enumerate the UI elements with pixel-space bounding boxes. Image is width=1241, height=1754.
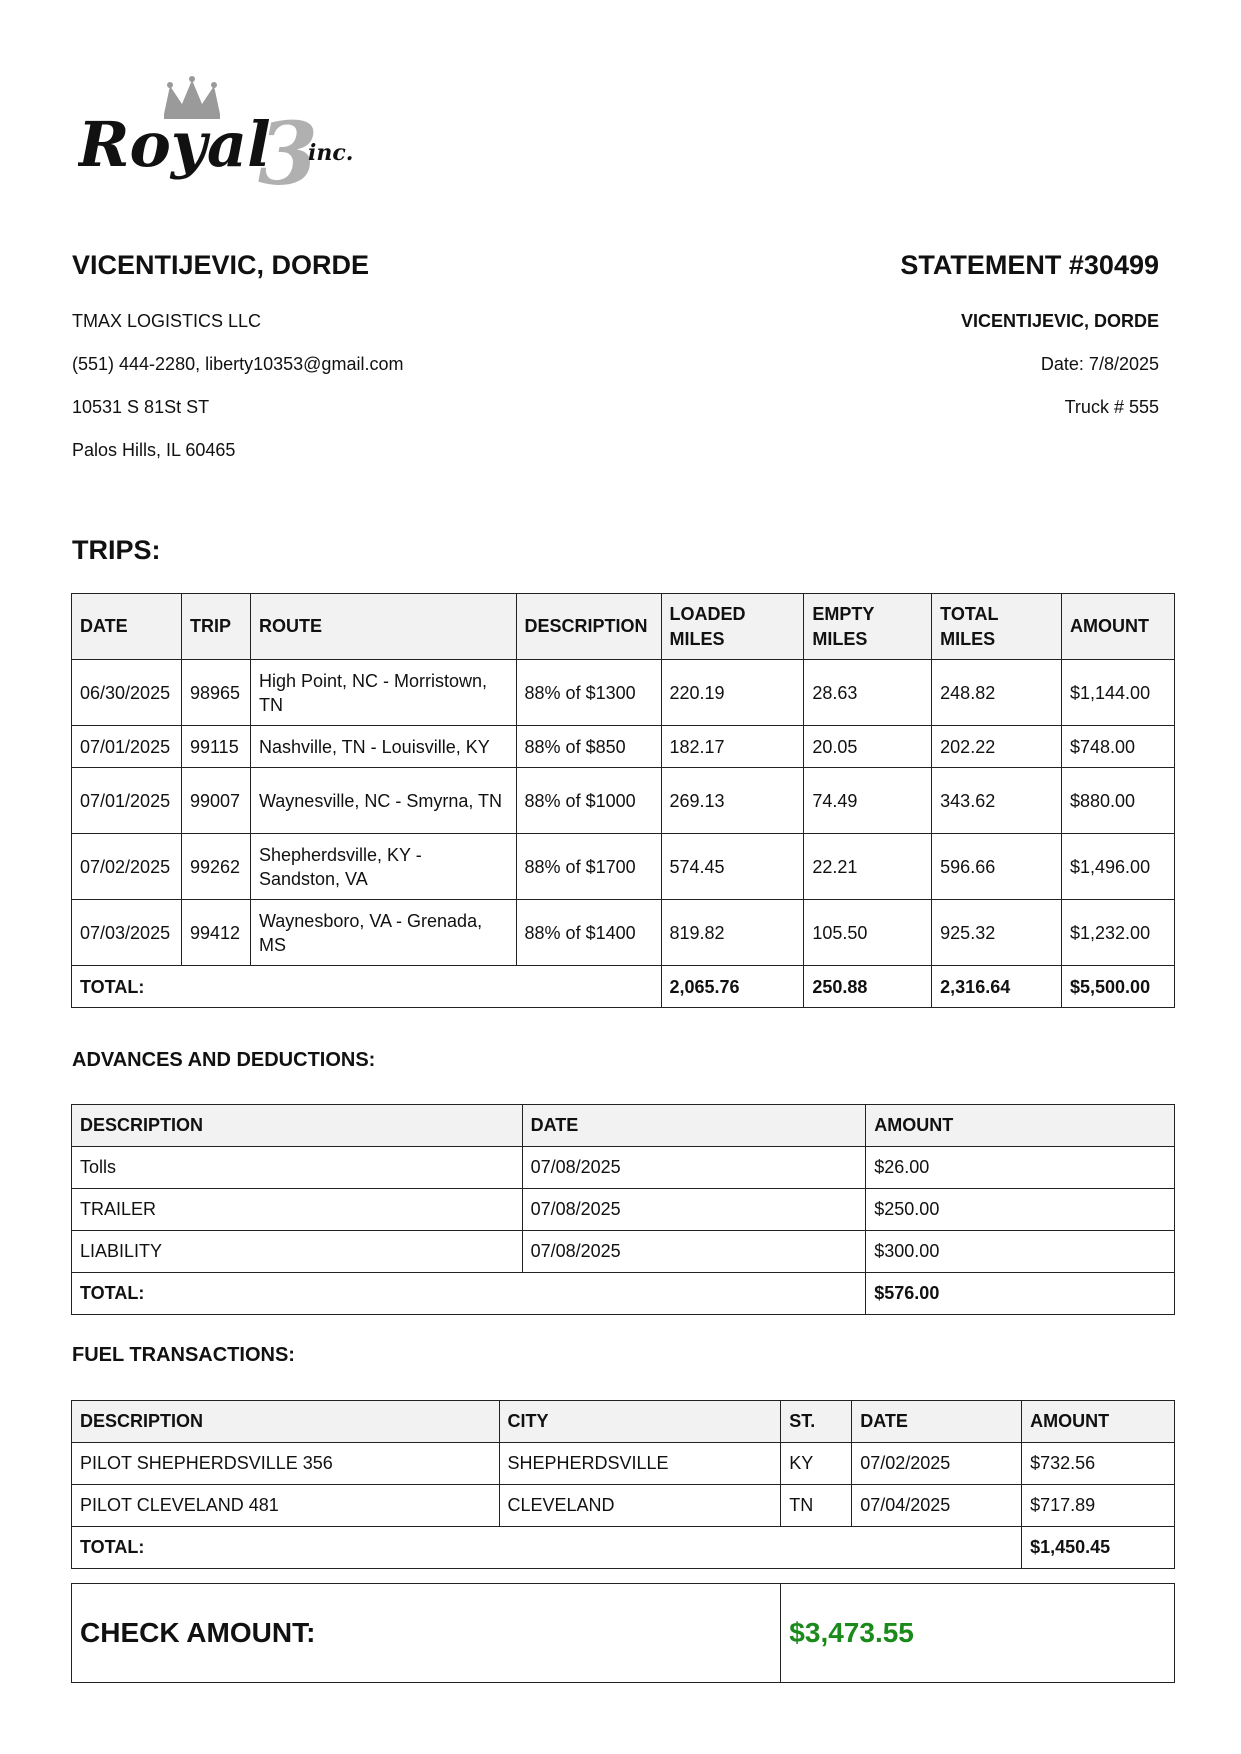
- check-amount-box: [71, 1583, 1175, 1683]
- trip-amount: $1,496.00: [1062, 834, 1175, 900]
- trip-number: 98965: [181, 660, 250, 726]
- col-header: DESCRIPTION: [516, 594, 661, 660]
- fuel-date: 07/04/2025: [852, 1485, 1022, 1527]
- deduction-date: 07/08/2025: [522, 1231, 866, 1273]
- col-header: TRIP: [181, 594, 250, 660]
- trip-route: Waynesville, NC - Smyrna, TN: [250, 768, 516, 834]
- company-logo: [78, 74, 388, 194]
- col-header: AMOUNT: [1022, 1401, 1175, 1443]
- trip-date: 06/30/2025: [72, 660, 182, 726]
- col-header: DATE: [72, 594, 182, 660]
- crown-logo-icon: [78, 74, 388, 194]
- trips-table: [71, 593, 1175, 1008]
- trip-number: 99262: [181, 834, 250, 900]
- table-row: [72, 1147, 1175, 1189]
- trip-date: 07/01/2025: [72, 768, 182, 834]
- carrier-address-line1: 10531 S 81St ST: [72, 397, 210, 417]
- trip-empty-miles: 22.21: [804, 834, 932, 900]
- trip-route: Shepherdsville, KY - Sandston, VA: [250, 834, 516, 900]
- trips-heading: TRIPS:: [72, 535, 161, 565]
- trip-description: 88% of $1700: [516, 834, 661, 900]
- trip-route: High Point, NC - Morristown, TN: [250, 660, 516, 726]
- trip-number: 99115: [181, 726, 250, 768]
- table-row: [72, 900, 1175, 966]
- table-row: [72, 834, 1175, 900]
- check-amount-value: $3,473.55: [781, 1584, 1175, 1683]
- col-header: CITY: [499, 1401, 781, 1443]
- check-row: [72, 1584, 1175, 1683]
- trip-total-miles: 248.82: [932, 660, 1062, 726]
- trip-loaded-miles: 574.45: [661, 834, 804, 900]
- trip-loaded-miles: 182.17: [661, 726, 804, 768]
- deduction-description: Tolls: [72, 1147, 523, 1189]
- trip-description: 88% of $1400: [516, 900, 661, 966]
- trip-amount: $880.00: [1062, 768, 1175, 834]
- trip-total-miles: 202.22: [932, 726, 1062, 768]
- total-empty-miles: 250.88: [804, 966, 932, 1008]
- col-header: EMPTY MILES: [804, 594, 932, 660]
- fuel-description: PILOT CLEVELAND 481: [72, 1485, 500, 1527]
- deduction-description: TRAILER: [72, 1189, 523, 1231]
- carrier-contact: (551) 444-2280, liberty10353@gmail.com: [72, 354, 404, 374]
- fuel-table: [71, 1400, 1175, 1569]
- fuel-amount: $732.56: [1022, 1443, 1175, 1485]
- statement-driver: VICENTIJEVIC, DORDE: [960, 311, 1159, 331]
- trip-description: 88% of $1300: [516, 660, 661, 726]
- fuel-description: PILOT SHEPHERDSVILLE 356: [72, 1443, 500, 1485]
- trip-empty-miles: 105.50: [804, 900, 932, 966]
- deduction-description: LIABILITY: [72, 1231, 523, 1273]
- trip-total-miles: 596.66: [932, 834, 1062, 900]
- table-row: [72, 1189, 1175, 1231]
- trip-description: 88% of $850: [516, 726, 661, 768]
- advances-table: [71, 1104, 1175, 1315]
- col-header: ROUTE: [250, 594, 516, 660]
- carrier-company: TMAX LOGISTICS LLC: [72, 311, 262, 331]
- statement-truck: Truck # 555: [1064, 397, 1159, 417]
- deduction-date: 07/08/2025: [522, 1189, 866, 1231]
- total-amount: $5,500.00: [1062, 966, 1175, 1008]
- advances-heading: ADVANCES AND DEDUCTIONS:: [72, 1049, 376, 1071]
- trip-route: Waynesboro, VA - Grenada, MS: [250, 900, 516, 966]
- deduction-date: 07/08/2025: [522, 1147, 866, 1189]
- table-row: [72, 726, 1175, 768]
- col-header: DATE: [522, 1105, 866, 1147]
- col-header: DESCRIPTION: [72, 1401, 500, 1443]
- trip-number: 99412: [181, 900, 250, 966]
- table-row: [72, 1485, 1175, 1527]
- total-amount: $576.00: [866, 1273, 1175, 1315]
- col-header: LOADED MILES: [661, 594, 804, 660]
- trip-description: 88% of $1000: [516, 768, 661, 834]
- carrier-name: VICENTIJEVIC, DORDE: [72, 250, 370, 280]
- statement-title: STATEMENT #30499: [900, 250, 1159, 280]
- trip-empty-miles: 74.49: [804, 768, 932, 834]
- svg-text:3: 3: [258, 104, 318, 194]
- table-row: [72, 1231, 1175, 1273]
- trip-date: 07/02/2025: [72, 834, 182, 900]
- table-row: [72, 1443, 1175, 1485]
- col-header: TOTAL MILES: [932, 594, 1062, 660]
- advances-total-row: [72, 1273, 1175, 1315]
- trip-route: Nashville, TN - Louisville, KY: [250, 726, 516, 768]
- fuel-city: SHEPHERDSVILLE: [499, 1443, 781, 1485]
- trip-number: 99007: [181, 768, 250, 834]
- deduction-amount: $300.00: [866, 1231, 1175, 1273]
- trip-amount: $1,144.00: [1062, 660, 1175, 726]
- fuel-date: 07/02/2025: [852, 1443, 1022, 1485]
- col-header: ST.: [781, 1401, 852, 1443]
- fuel-city: CLEVELAND: [499, 1485, 781, 1527]
- deduction-amount: $26.00: [866, 1147, 1175, 1189]
- total-loaded-miles: 2,065.76: [661, 966, 804, 1008]
- svg-text:inc.: inc.: [308, 140, 354, 166]
- trip-amount: $748.00: [1062, 726, 1175, 768]
- trip-loaded-miles: 269.13: [661, 768, 804, 834]
- fuel-total-row: [72, 1527, 1175, 1569]
- trip-total-miles: 343.62: [932, 768, 1062, 834]
- total-amount: $1,450.45: [1022, 1527, 1175, 1569]
- trip-amount: $1,232.00: [1062, 900, 1175, 966]
- fuel-state: KY: [781, 1443, 852, 1485]
- total-total-miles: 2,316.64: [932, 966, 1062, 1008]
- fuel-header-row: [72, 1401, 1175, 1443]
- col-header: DESCRIPTION: [72, 1105, 523, 1147]
- check-amount-label: CHECK AMOUNT:: [72, 1584, 781, 1683]
- table-row: [72, 768, 1175, 834]
- total-label: TOTAL:: [72, 1273, 866, 1315]
- deduction-amount: $250.00: [866, 1189, 1175, 1231]
- advances-header-row: [72, 1105, 1175, 1147]
- trips-total-row: [72, 966, 1175, 1008]
- col-header: AMOUNT: [1062, 594, 1175, 660]
- trips-header-row: [72, 594, 1175, 660]
- carrier-address-line2: Palos Hills, IL 60465: [72, 440, 236, 460]
- trip-empty-miles: 28.63: [804, 660, 932, 726]
- fuel-state: TN: [781, 1485, 852, 1527]
- col-header: DATE: [852, 1401, 1022, 1443]
- trip-date: 07/01/2025: [72, 726, 182, 768]
- total-label: TOTAL:: [72, 1527, 1022, 1569]
- trip-empty-miles: 20.05: [804, 726, 932, 768]
- table-row: [72, 660, 1175, 726]
- fuel-amount: $717.89: [1022, 1485, 1175, 1527]
- statement-date: Date: 7/8/2025: [1040, 354, 1159, 374]
- trip-loaded-miles: 819.82: [661, 900, 804, 966]
- trip-total-miles: 925.32: [932, 900, 1062, 966]
- fuel-heading: FUEL TRANSACTIONS:: [72, 1344, 295, 1366]
- trip-loaded-miles: 220.19: [661, 660, 804, 726]
- svg-text:Royal: Royal: [78, 108, 271, 181]
- trip-date: 07/03/2025: [72, 900, 182, 966]
- col-header: AMOUNT: [866, 1105, 1175, 1147]
- total-label: TOTAL:: [72, 966, 662, 1008]
